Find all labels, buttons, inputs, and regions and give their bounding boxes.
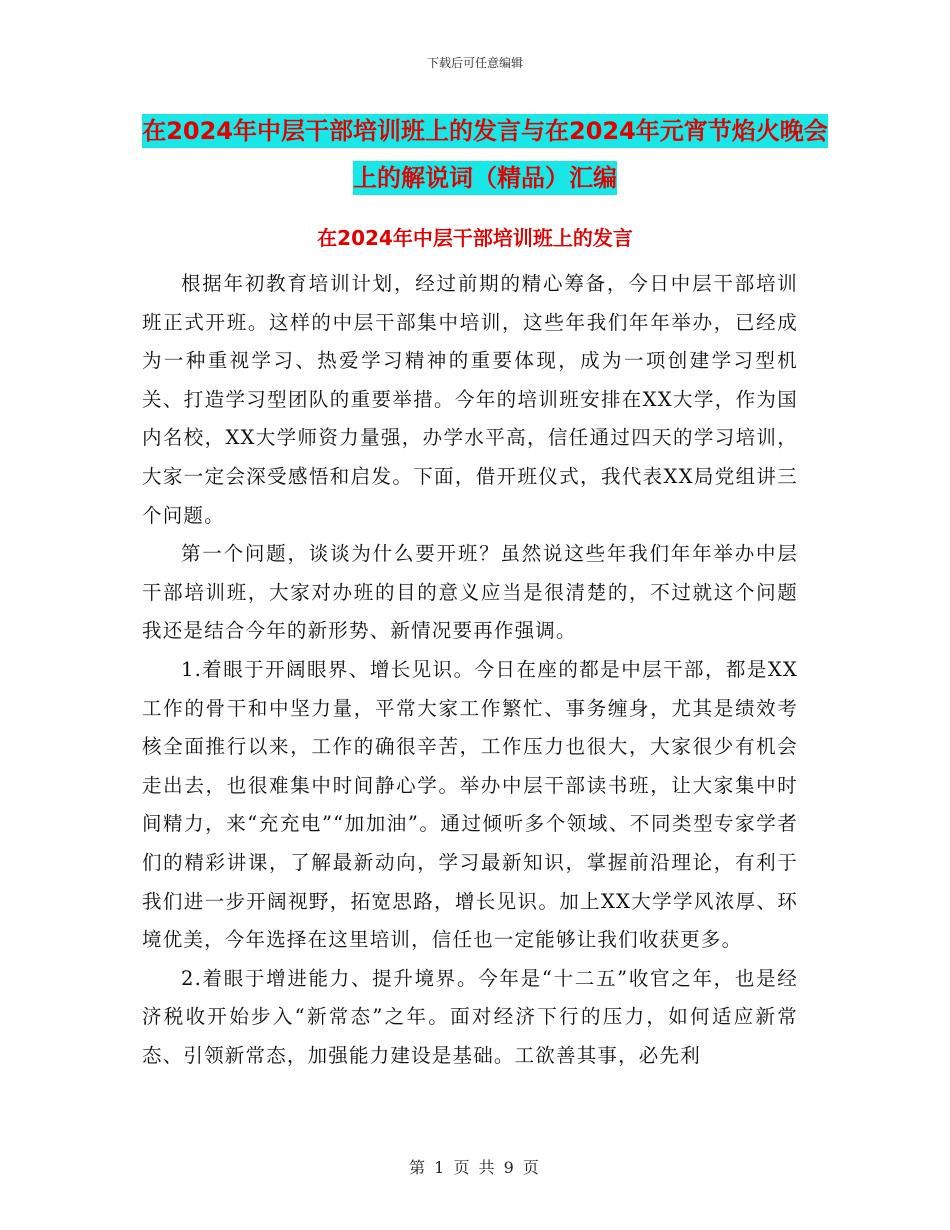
paragraph: 根据年初教育培训计划，经过前期的精心筹备，今日中层干部培训班正式开班。这样的中层干部集中培训，这些年我们年年举办，已经成为一种重视学习、热爱学习精神的重要体现，成为一项创建学习型机关、打造学习型团队的重要举措。今年的培训班安排在XX大学，作为国内名校，XX大学师资力量强，办学水平高，信任通过四天的学习培训，大家一定会深受感悟和启发。下面，借开班仪式，我代表XX局党组讲三个问题。 [142, 272, 798, 527]
body-text [142, 265, 798, 1075]
paragraph: 2.着眼于增进能力、提升境界。今年是“十二五”收官之年，也是经济税收开始步入“新常态”之年。面对经济下行的压力，如何适应新常态、引领新常态，加强能力建设是基础。工欲善其事，必先利 [142, 966, 798, 1067]
paragraph: 1.着眼于开阔眼界、增长见识。今日在座的都是中层干部，都是XX工作的骨干和中坚力量，平常大家工作繁忙、事务缠身，尤其是绩效考核全面推行以来，工作的确很辛苦，工作压力也很大，大家很少有机会走出去，也很难集中时间静心学。举办中层干部读书班，让大家集中时间精力，来“充充电”“加加油”。通过倾听多个领域、不同类型专家学者们的精彩讲课，了解最新动向，学习最新知识，掌握前沿理论，有利于我们进一步开阔视野，拓宽思路，增长见识。加上XX大学学风浓厚、环境优美，今年选择在这里培训，信任也一定能够让我们收获更多。 [142, 657, 798, 952]
page-footer: 第 1 页 共 9 页 [409, 1158, 541, 1177]
document-title-text: 在2024年中层干部培训班上的发言与在2024年元宵节焰火晚会上的解说词（精品）汇编 [142, 114, 828, 195]
section-title: 在2024年中层干部培训班上的发言 [317, 226, 633, 250]
paragraph: 第一个问题，谈谈为什么要开班？虽然说这些年我们年年举办中层干部培训班，大家对办班的目的意义应当是很清楚的，不过就这个问题我还是结合今年的新形势、新情况要再作强调。 [142, 542, 798, 643]
document-title [140, 108, 830, 202]
header-note: 下载后可任意编辑 [426, 56, 523, 70]
